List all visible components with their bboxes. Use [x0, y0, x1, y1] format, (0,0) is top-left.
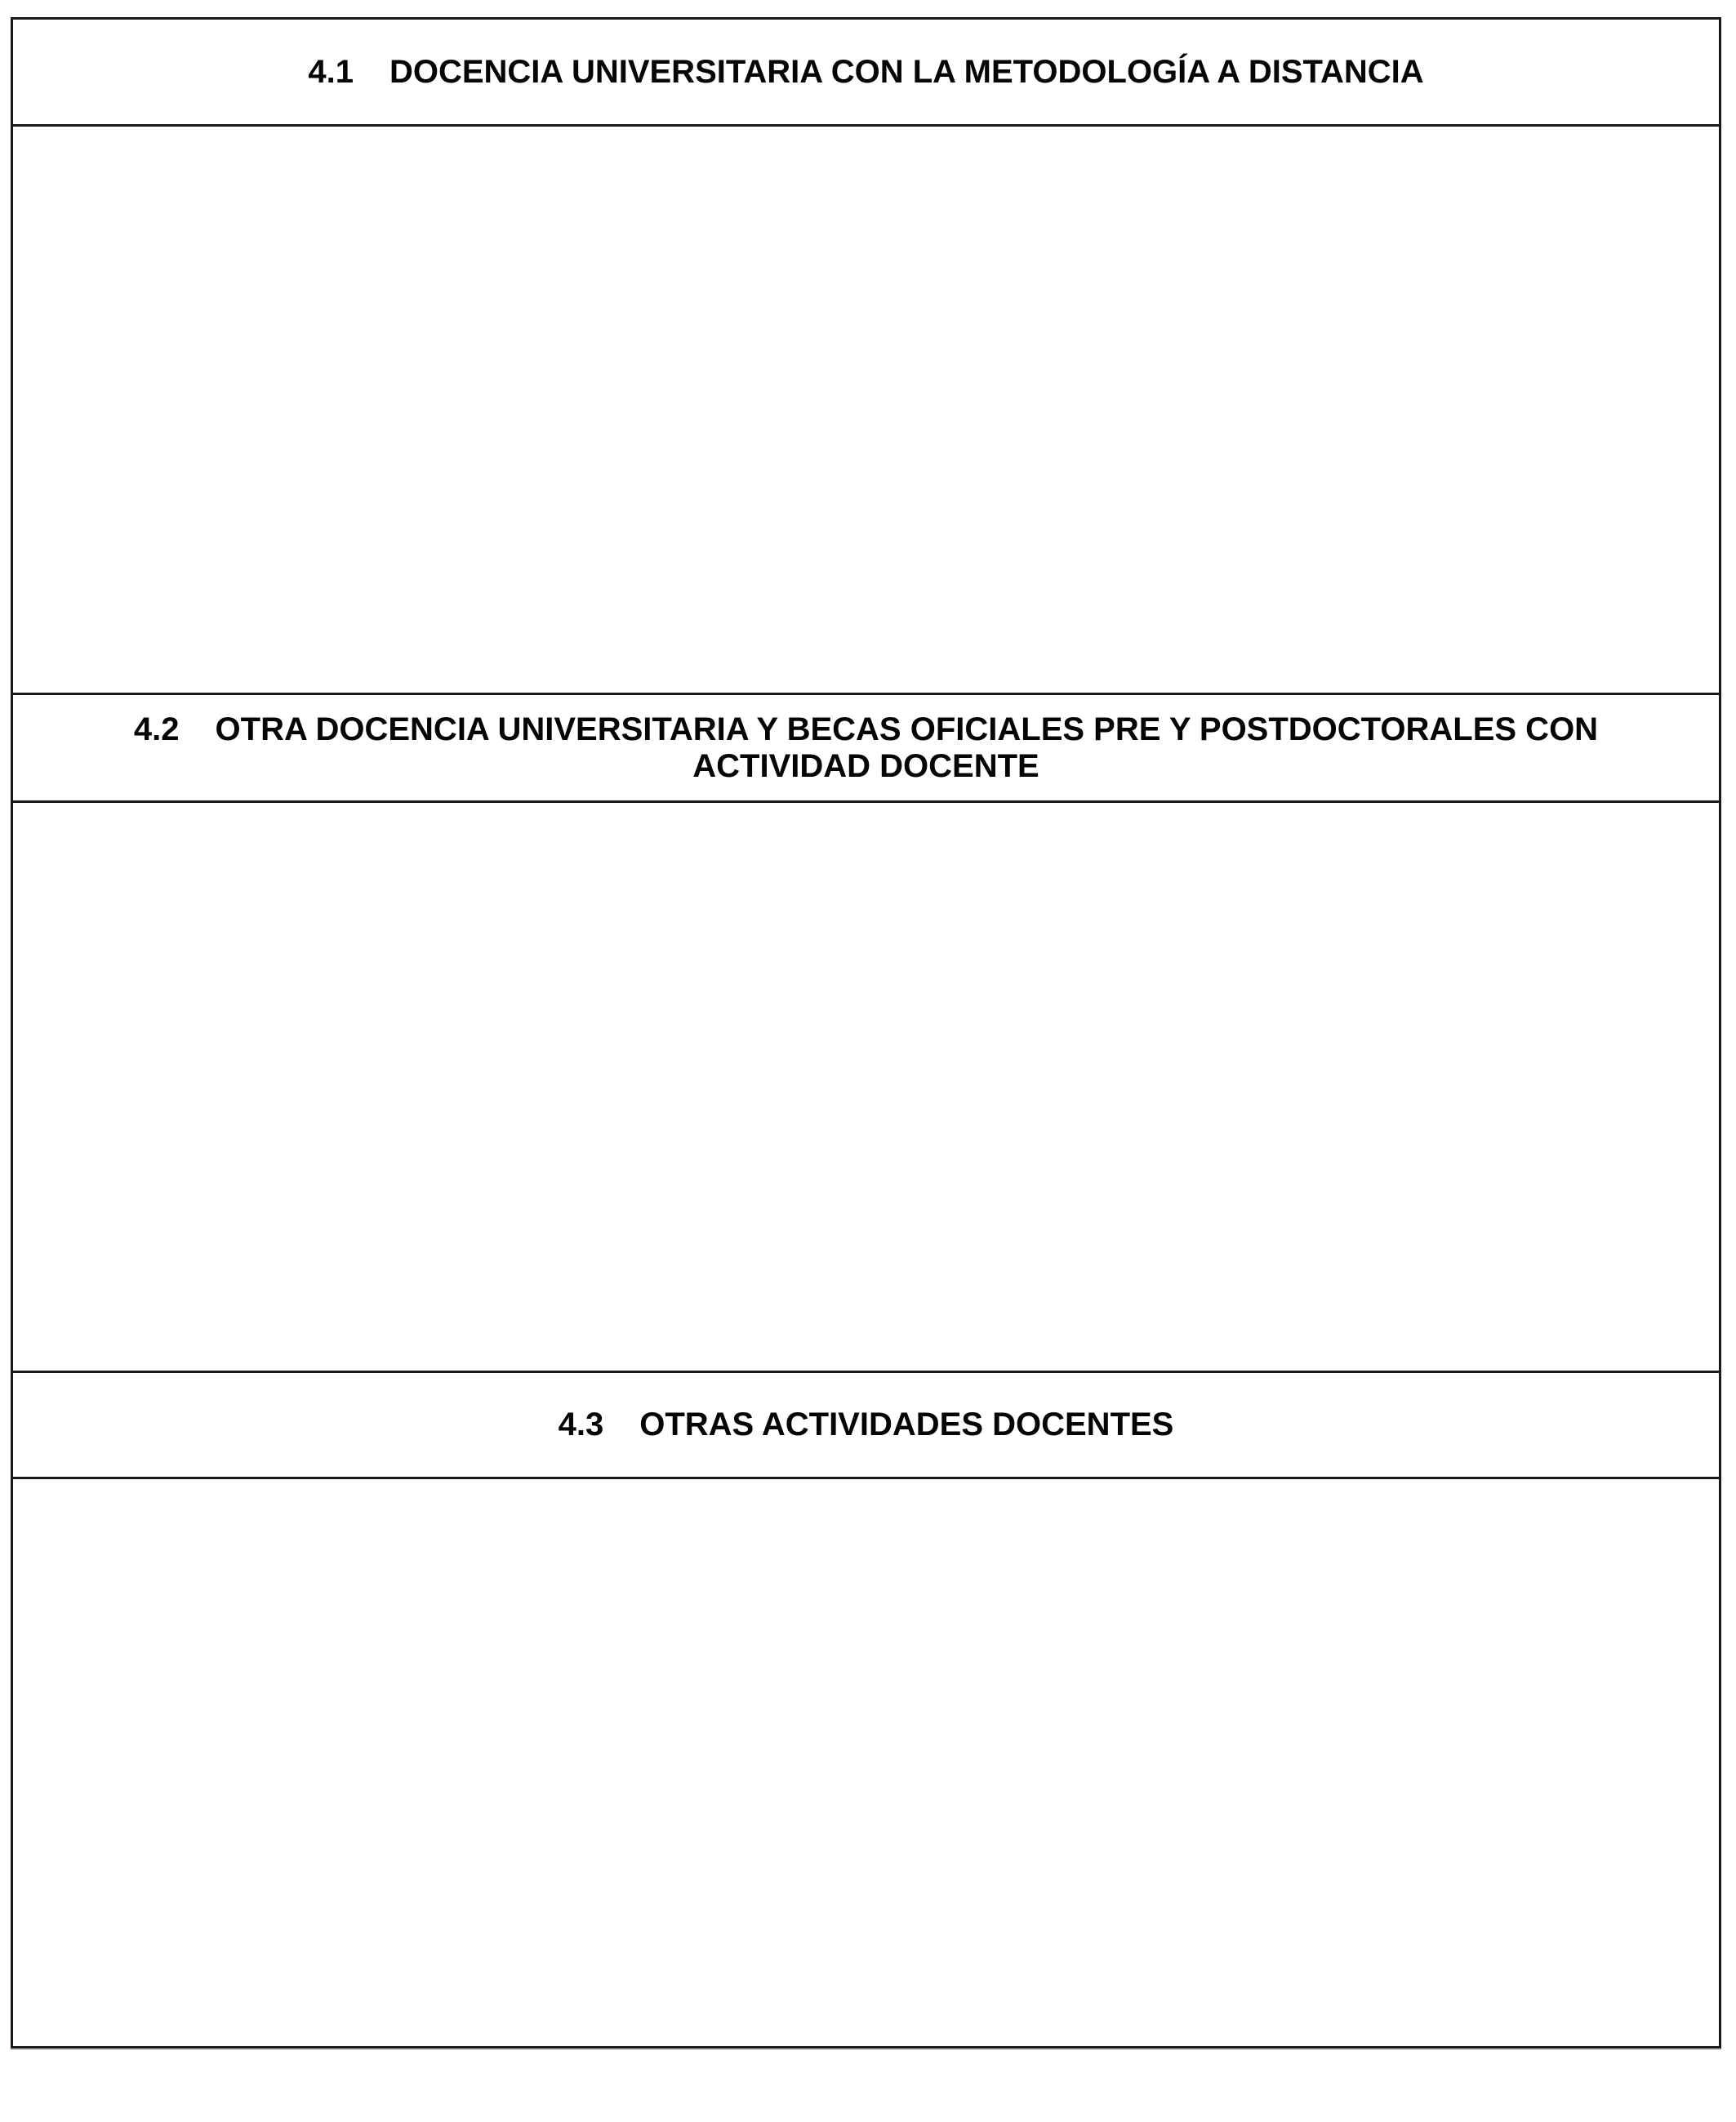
section-4-2-content-area: [13, 800, 1719, 1371]
section-4-1-content-area: [13, 124, 1719, 693]
section-4-3-number: 4.3: [558, 1406, 604, 1442]
section-4-3-title: OTRAS ACTIVIDADES DOCENTES: [639, 1406, 1174, 1442]
section-4-1-heading: [62, 54, 1670, 91]
section-4-3-header-row: [13, 1371, 1719, 1477]
section-4-2-heading: [62, 711, 1670, 785]
section-4-2-title: OTRA DOCENCIA UNIVERSITARIA Y BECAS OFICIALES PRE Y POSTDOCTORALES CON ACTIVIDAD DOCENTE: [215, 711, 1599, 784]
section-4-3-content-area: [13, 1477, 1719, 2046]
section-4-3-heading: [62, 1406, 1670, 1443]
section-4-1-number: 4.1: [308, 53, 354, 90]
section-4-1-header-row: [13, 20, 1719, 124]
section-4-2-header-row: [13, 693, 1719, 800]
section-4-1-title: DOCENCIA UNIVERSITARIA CON LA METODOLOGÍA A DISTANCIA: [389, 53, 1424, 90]
section-4-2-number: 4.2: [133, 711, 180, 747]
cv-form-table: [11, 17, 1721, 2048]
